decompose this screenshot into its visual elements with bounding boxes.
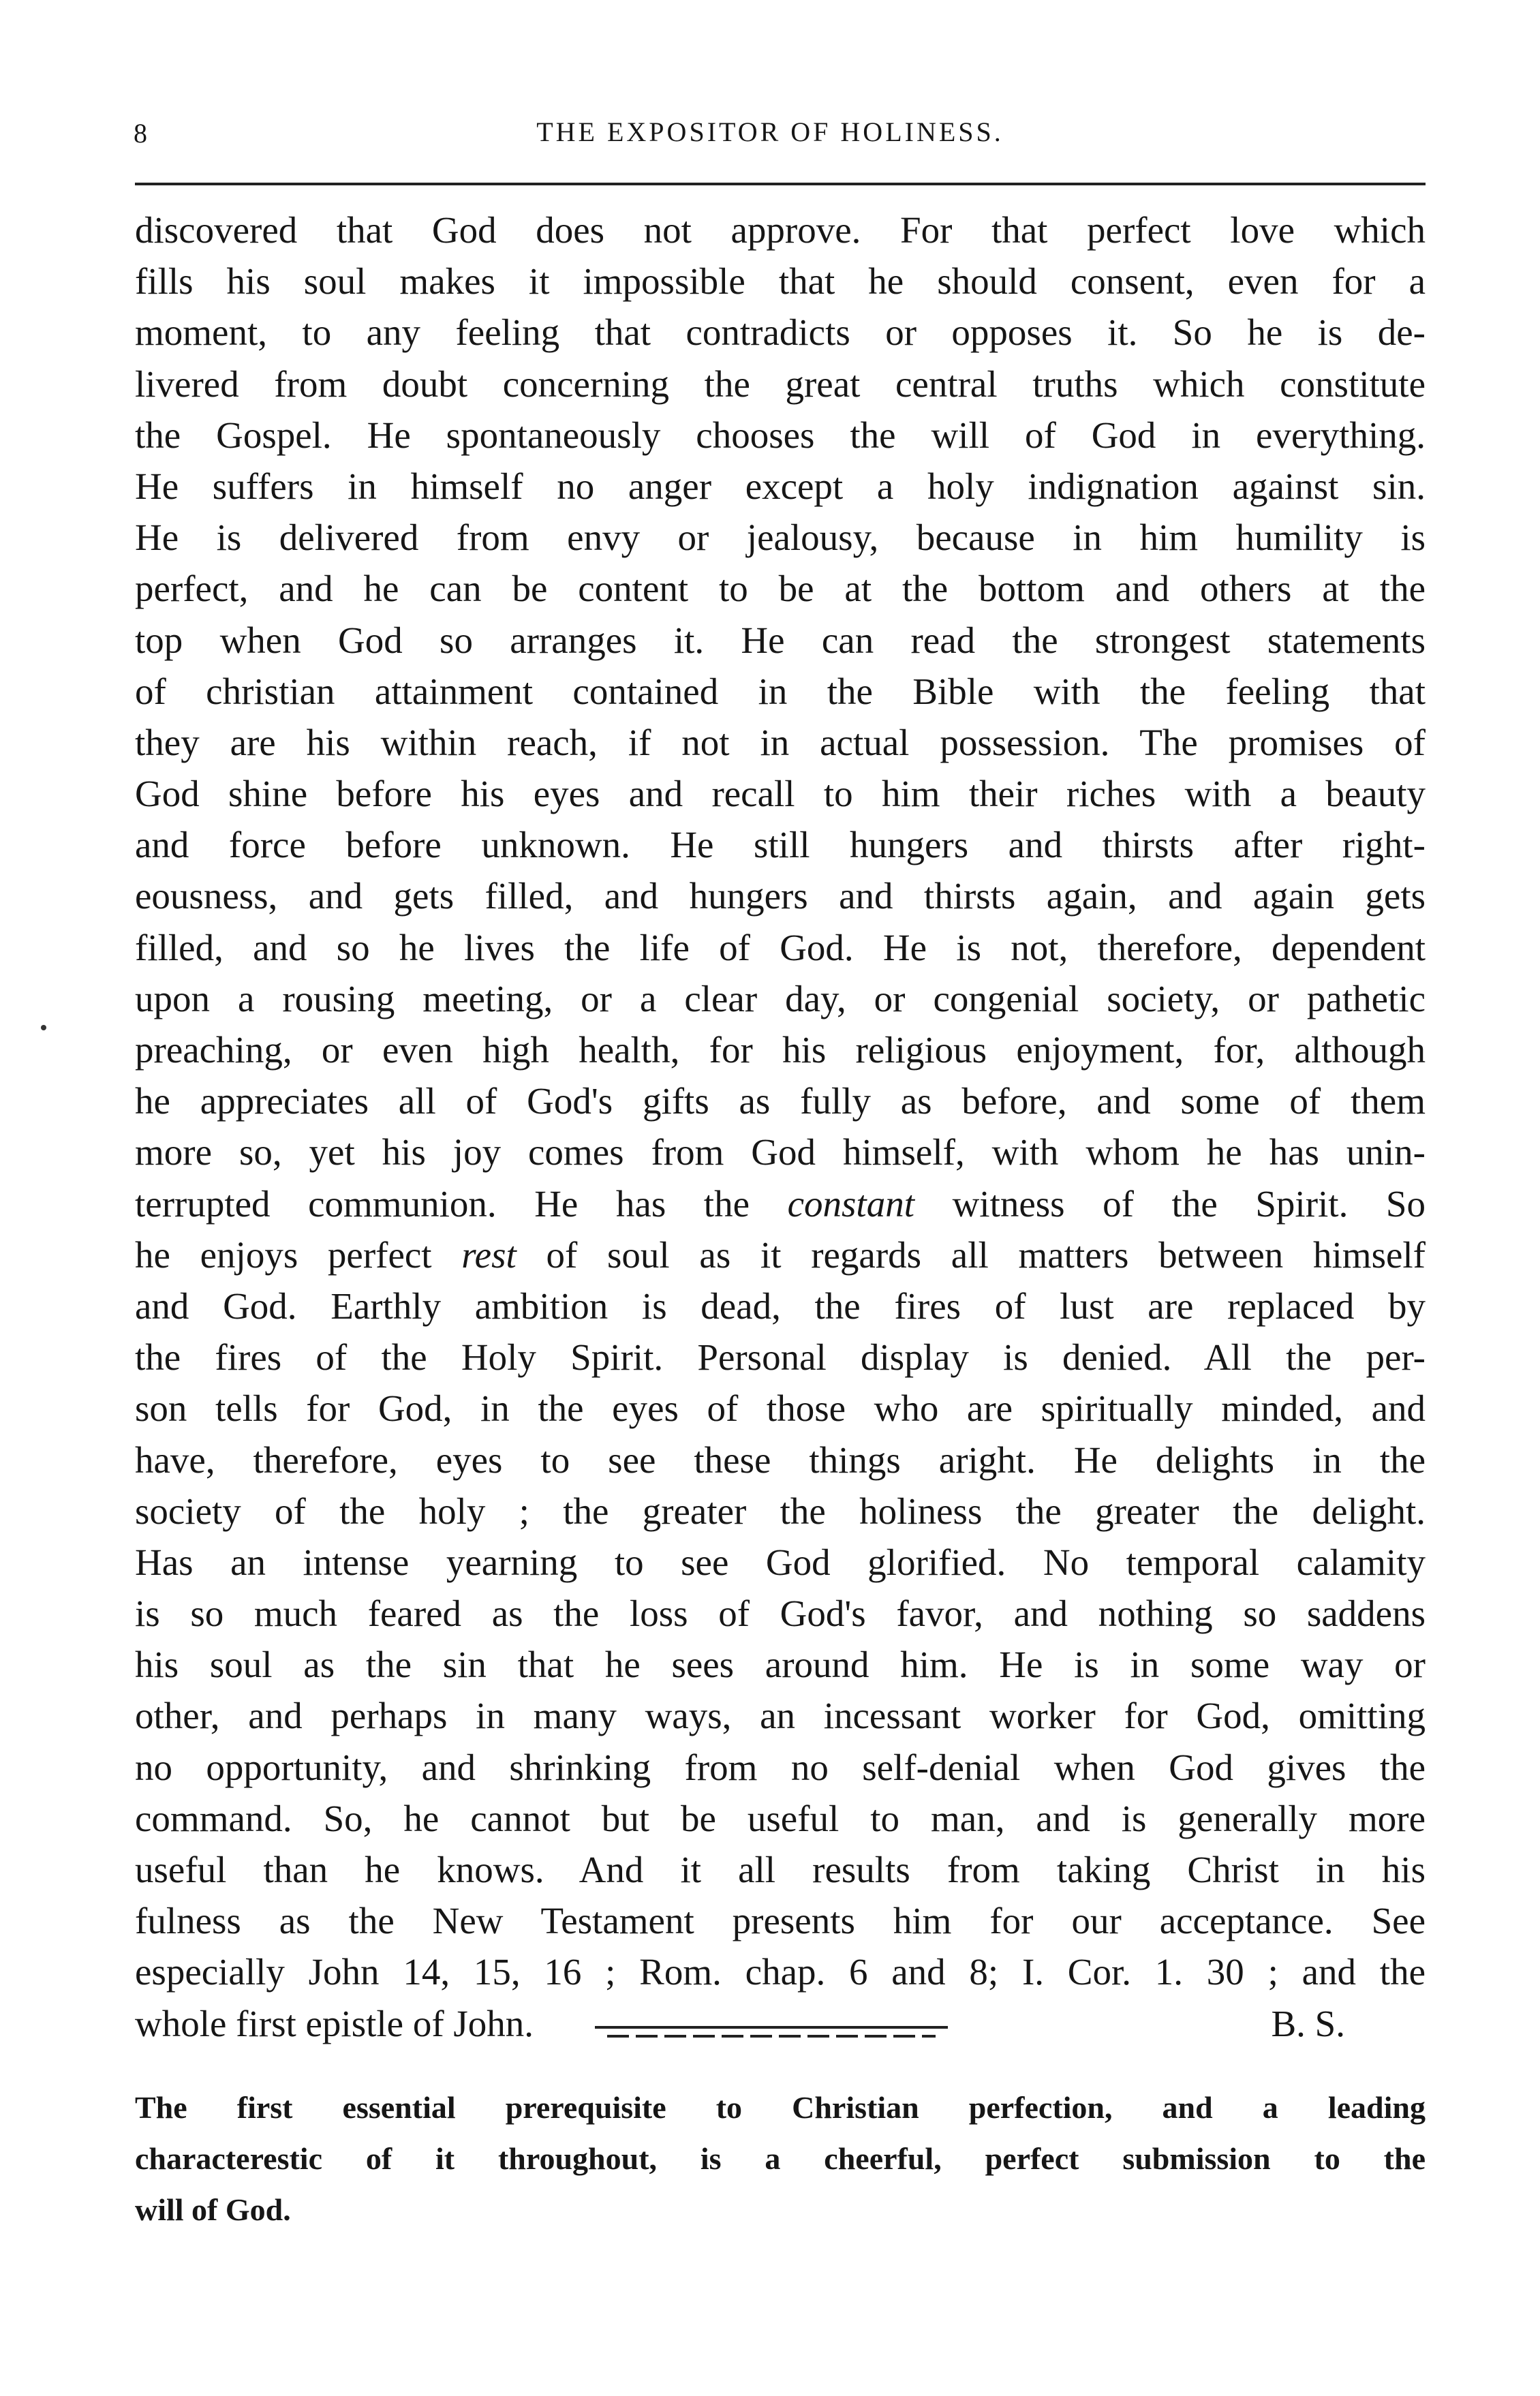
body-line: top when God so arranges it. He can read the strongest statements	[135, 619, 1426, 661]
footer-note-line: characterestic of it throughout, is a cheerful, perfect submission to the	[135, 2141, 1426, 2176]
body-line: Has an intense yearning to see God glorified. No temporal calamity	[135, 1541, 1426, 1583]
body-line: his soul as the sin that he sees around him. He is in some way or	[135, 1644, 1426, 1686]
body-line: useful than he knows. And it all results from taking Christ in his	[135, 1849, 1426, 1890]
body-line: and force before unknown. He still hungers and thirsts after right-	[135, 824, 1426, 866]
margin-speck	[41, 1025, 46, 1030]
body-line-last	[135, 1998, 1426, 2049]
body-line: more so, yet his joy comes from God himself, with whom he has unin-	[135, 1131, 1426, 1173]
body-line-text: terrupted communion. He has the	[135, 1182, 788, 1225]
body-line: the fires of the Holy Spirit. Personal display is denied. All the per-	[135, 1336, 1426, 1379]
footer-note	[135, 2082, 1426, 2235]
emphasized-word: constant	[787, 1182, 914, 1225]
separator-top-rule	[595, 2026, 948, 2029]
body-line: God shine before his eyes and recall to him their riches with a beauty	[135, 773, 1426, 815]
body-line: fulness as the New Testament presents him for our acceptance. See	[135, 1900, 1426, 1942]
body-line: eousness, and gets filled, and hungers and thirsts again, and again gets	[135, 875, 1426, 917]
body-line: He suffers in himself no anger except a holy indignation against sin.	[135, 465, 1426, 507]
body-line: is so much feared as the loss of God's favor, and nothing so saddens	[135, 1593, 1426, 1635]
header-rule	[135, 183, 1426, 185]
separator-dashed-rule	[607, 2035, 936, 2038]
body-line: son tells for God, in the eyes of those who are spiritually minded, and	[135, 1387, 1426, 1430]
running-head: THE EXPOSITOR OF HOLINESS.	[536, 117, 1004, 147]
body-line: have, therefore, eyes to see these things aright. He delights in the	[135, 1439, 1426, 1481]
body-line: the Gospel. He spontaneously chooses the will of God in everything.	[135, 414, 1426, 456]
body-line-text: he enjoys perfect	[135, 1233, 462, 1276]
body-line: society of the holy ; the greater the holiness the greater the delight.	[135, 1490, 1426, 1532]
section-separator	[595, 2026, 948, 2038]
body-line: he appreciates all of God's gifts as fully as before, and some of them	[135, 1080, 1426, 1122]
body-line: command. So, he cannot but be useful to man, and is generally more	[135, 1797, 1426, 1839]
footer-note-line: The first essential prerequisite to Christian perfection, and a leading	[135, 2090, 1426, 2125]
body-line: discovered that God does not approve. For that perfect love which	[135, 209, 1426, 251]
author-signature: B. S.	[1271, 2002, 1345, 2044]
footer-note-line: will of God.	[135, 2192, 291, 2227]
body-line-text: witness of the Spirit. So	[914, 1182, 1426, 1225]
body-line: upon a rousing meeting, or a clear day, or congenial society, or pathetic	[135, 977, 1426, 1019]
body-line: of christian attainment contained in the Bible with the feeling that	[135, 670, 1426, 712]
body-line-text: whole first epistle of John.	[135, 2002, 534, 2044]
body-text	[135, 204, 1426, 2049]
body-line: no opportunity, and shrinking from no self-denial when God gives the	[135, 1746, 1426, 1788]
body-line-text: of soul as it regards all matters between himself	[516, 1233, 1426, 1276]
body-line: fills his soul makes it impossible that he should consent, even for a	[135, 260, 1426, 303]
body-line: filled, and so he lives the life of God. He is not, therefore, dependent	[135, 926, 1426, 968]
page-number: 8	[134, 118, 147, 149]
body-line: preaching, or even high health, for his religious enjoyment, for, although	[135, 1029, 1426, 1071]
body-line: and God. Earthly ambition is dead, the fires of lust are replaced by	[135, 1285, 1426, 1327]
body-line	[135, 1229, 1426, 1280]
body-line	[135, 1178, 1426, 1229]
body-line: moment, to any feeling that contradicts or opposes it. So he is de-	[135, 311, 1426, 354]
body-line: especially John 14, 15, 16 ; Rom. chap. 6 and 8; I. Cor. 1. 30 ; and the	[135, 1951, 1426, 1993]
emphasized-word: rest	[461, 1233, 517, 1276]
body-line: He is delivered from envy or jealousy, because in him humility is	[135, 517, 1426, 559]
body-line: other, and perhaps in many ways, an incessant worker for God, omitting	[135, 1695, 1426, 1737]
body-line: livered from doubt concerning the great central truths which constitute	[135, 363, 1426, 405]
body-line: they are his within reach, if not in actual possession. The promises of	[135, 721, 1426, 763]
body-line: perfect, and he can be content to be at the bottom and others at the	[135, 568, 1426, 610]
